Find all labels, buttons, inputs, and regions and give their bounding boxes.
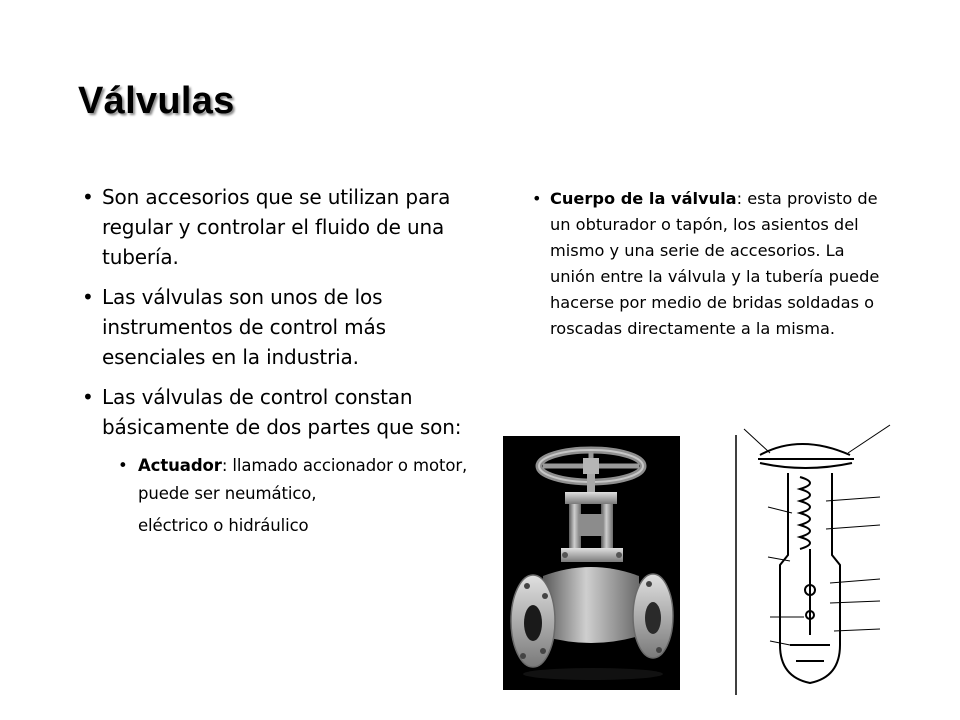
main-bullet-list: [80, 182, 480, 442]
sub-bullet-extra-text: eléctrico o hidráulico: [138, 516, 309, 535]
bullet-marker: •: [118, 456, 128, 475]
slide-title: Válvulas: [78, 80, 235, 122]
valve-photo-illustration: [503, 436, 680, 690]
sub-bullet-text: : llamado accionador o motor, puede ser neumático,: [138, 456, 468, 503]
valve-diagram: [730, 415, 908, 705]
right-column: [530, 186, 880, 342]
bullet-marker: •: [532, 189, 542, 208]
valve-diagram-illustration: [730, 415, 908, 705]
bullet-item: [80, 382, 480, 442]
valve-photo: [503, 436, 680, 690]
left-column: [80, 182, 480, 542]
bullet-item: [80, 282, 480, 372]
bullet-text: Son accesorios que se utilizan para regular y controlar el fluido de una tubería.: [102, 185, 451, 269]
sub-bullet-item: [116, 452, 480, 542]
body-bullet-item: [530, 186, 880, 342]
bullet-marker: •: [82, 285, 94, 309]
bullet-text: Las válvulas son unos de los instrumentos de control más esenciales en la industria.: [102, 285, 386, 369]
bullet-marker: •: [82, 385, 94, 409]
body-bullet-text: : esta provisto de un obturador o tapón, los asientos del mismo y una serie de accesorios. La unión entre la válvula y la tubería puede hacerse por medio de bridas soldadas o roscadas directamente a la misma.: [550, 189, 880, 338]
bullet-text: Las válvulas de control constan básicamente de dos partes que son:: [102, 385, 462, 439]
body-bullet-term: Cuerpo de la válvula: [550, 189, 737, 208]
bullet-marker: •: [82, 185, 94, 209]
bullet-item: [80, 182, 480, 272]
sub-bullet-term: Actuador: [138, 456, 222, 475]
